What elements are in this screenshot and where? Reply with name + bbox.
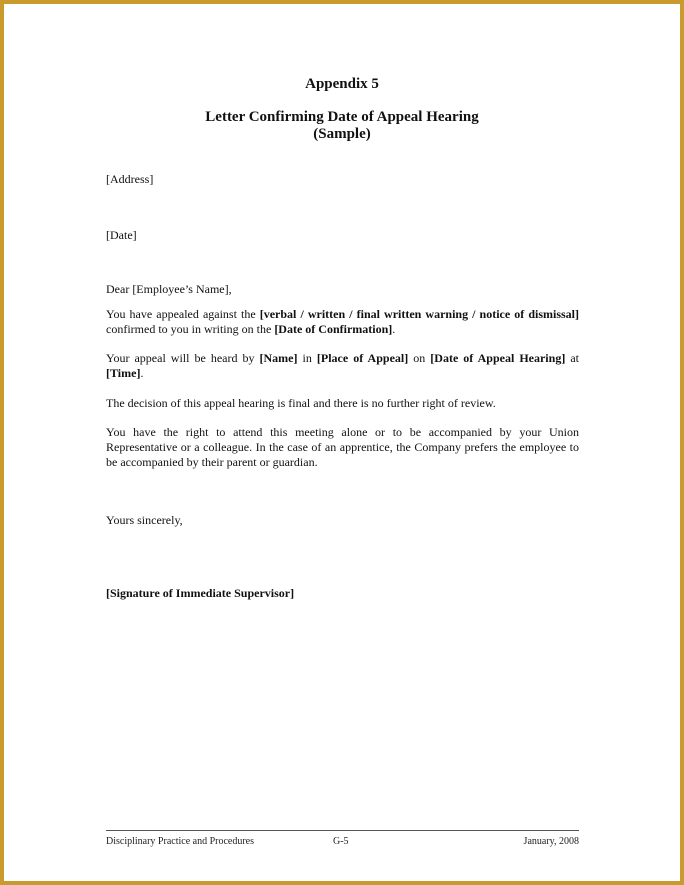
paragraph-right-to-attend: You have the right to attend this meeting alone or to be accompanied by your Union Representative or a colleague. In the case of an apprentice, the Company prefers the employee to be accompanied by their parent or guardian. — [106, 425, 579, 469]
p1-text-e: . — [392, 322, 396, 336]
p2-text-e: on — [408, 351, 431, 365]
p2-time: [Time] — [106, 366, 141, 380]
appendix-heading: Appendix 5 — [305, 76, 379, 92]
p1-warning-type: [verbal / written / final written warning / notice of dismissal] — [259, 307, 580, 321]
p2-date-of-appeal-hearing: [Date of Appeal Hearing] — [430, 351, 566, 365]
footer-page-number: G-5 — [333, 836, 349, 847]
date-placeholder: [Date] — [106, 228, 137, 242]
closing: Yours sincerely, — [106, 513, 183, 527]
paragraph-appeal-heard-by — [106, 351, 579, 381]
paragraph-decision-final: The decision of this appeal hearing is final and there is no further right of review. — [106, 396, 496, 410]
p2-text-c: in — [297, 351, 317, 365]
p2-place-of-appeal: [Place of Appeal] — [316, 351, 409, 365]
letter-title: Letter Confirming Date of Appeal Hearing — [205, 109, 479, 125]
footer-document-title: Disciplinary Practice and Procedures — [106, 836, 255, 847]
address-placeholder: [Address] — [106, 172, 154, 186]
paragraph-appeal-against — [106, 307, 579, 337]
footer-divider — [106, 830, 579, 831]
p2-text-i: . — [140, 366, 144, 380]
p2-text-a: Your appeal will be heard by — [106, 351, 260, 365]
p2-text-g: at — [565, 351, 580, 365]
footer-date: January, 2008 — [523, 836, 579, 847]
p2-name: [Name] — [259, 351, 298, 365]
signature-placeholder: [Signature of Immediate Supervisor] — [106, 586, 295, 600]
p1-text-c: confirmed to you in writing on the — [106, 322, 275, 336]
p1-date-of-confirmation: [Date of Confirmation] — [274, 322, 393, 336]
salutation: Dear [Employee’s Name], — [106, 282, 232, 296]
letter-subtitle: (Sample) — [313, 126, 371, 142]
p1-text-a: You have appealed against the — [106, 307, 260, 321]
